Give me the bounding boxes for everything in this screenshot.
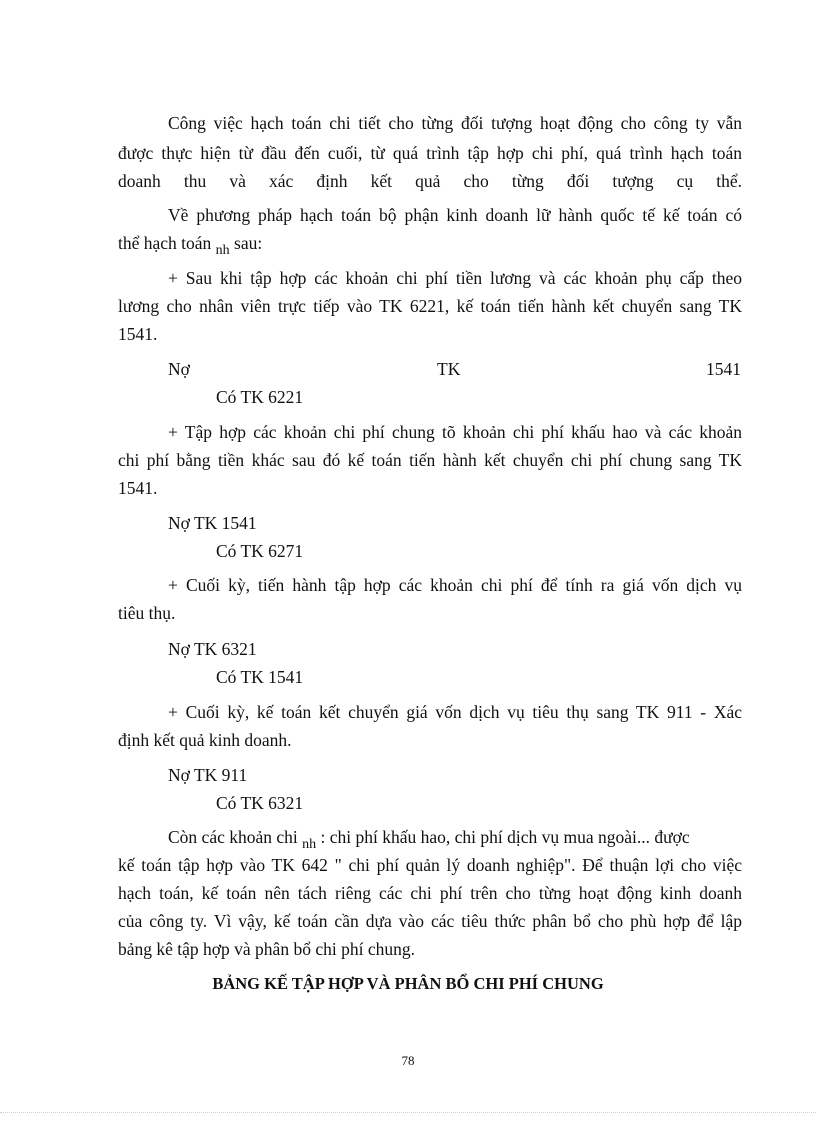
paragraph-4-line-1: + Tập hợp các khoản chi phí chung tõ khoản chi phí khấu hao và các khoản xyxy=(168,422,742,442)
entry-4-debit: Nợ TK 911 xyxy=(168,765,248,785)
paragraph-4-line-2: chi phí bằng tiền khác sau đó kế toán tiến hành kết chuyển chi phí chung sang TK xyxy=(118,450,742,470)
section-heading: BẢNG KẾ TẬP HỢP VÀ PHÂN BỔ CHI PHÍ CHUNG xyxy=(212,974,604,993)
entry-1-credit: Có TK 6221 xyxy=(216,387,304,407)
paragraph-6-line-1: + Cuối kỳ, kế toán kết chuyển giá vốn dịch vụ tiêu thụ sang TK 911 - Xác xyxy=(168,702,742,722)
paragraph-7-subscript: nh xyxy=(302,837,317,852)
page-number: 78 xyxy=(401,1053,415,1068)
paragraph-3-line-1: + Sau khi tập hợp các khoản chi phí tiền lương và các khoản phụ cấp theo xyxy=(168,268,742,288)
paragraph-2-subscript: nh xyxy=(215,243,230,258)
entry-4-credit: Có TK 6321 xyxy=(216,793,304,813)
paragraph-2-line-1: Về phương pháp hạch toán bộ phận kinh doanh lữ hành quốc tế kế toán có xyxy=(168,205,742,225)
paragraph-1-line-1: Công việc hạch toán chi tiết cho từng đối tượng hoạt động cho công ty vẫn xyxy=(168,113,742,133)
paragraph-7-line-1 xyxy=(168,826,690,851)
paragraph-7-line-3: hạch toán, kế toán nên tách riêng các chi phí trên cho từng hoạt động kinh doanh xyxy=(118,883,742,903)
paragraph-7-line-2: kế toán tập hợp vào TK 642 " chi phí quản lý doanh nghiệp". Để thuận lợi cho việc xyxy=(118,855,742,875)
paragraph-4-line-3: 1541. xyxy=(118,478,158,498)
paragraph-7-line-5: bảng kê tập hợp và phân bổ chi phí chung. xyxy=(118,939,415,959)
entry-2-credit: Có TK 6271 xyxy=(216,541,304,561)
paragraph-2-text-post: sau: xyxy=(234,233,263,253)
paragraph-5-line-2: tiêu thụ. xyxy=(118,603,176,623)
entry-3-credit: Có TK 1541 xyxy=(216,667,304,687)
paragraph-2-text-pre: thể hạch toán xyxy=(118,233,212,253)
paragraph-5-line-1: + Cuối kỳ, tiến hành tập hợp các khoản chi phí để tính ra giá vốn dịch vụ xyxy=(168,575,742,595)
footer-divider xyxy=(0,1112,816,1113)
paragraph-3-line-3: 1541. xyxy=(118,324,158,344)
entry-3-debit: Nợ TK 6321 xyxy=(168,639,257,659)
paragraph-7-line-4: của công ty. Vì vậy, kế toán cần dựa vào các tiêu thức phân bổ cho phù hợp để lập xyxy=(118,911,742,931)
paragraph-6-line-2: định kết quả kinh doanh. xyxy=(118,730,292,750)
entry-1-debit-no: Nợ xyxy=(168,359,190,379)
paragraph-1-line-3: doanh thu và xác định kết quả cho từng đối tượng cụ thể. xyxy=(118,171,742,191)
paragraph-7-text-post: : chi phí khấu hao, chi phí dịch vụ mua ngoài... được xyxy=(320,827,690,847)
entry-1-debit-num: 1541 xyxy=(706,359,741,379)
paragraph-3-line-2: lương cho nhân viên trực tiếp vào TK 6221, kế toán tiến hành kết chuyển sang TK xyxy=(118,296,742,316)
entry-2-debit: Nợ TK 1541 xyxy=(168,513,257,533)
paragraph-1-line-2: được thực hiện từ đầu đến cuối, từ quá trình tập hợp chi phí, quá trình hạch toán xyxy=(118,143,742,163)
paragraph-2-line-2 xyxy=(118,232,262,257)
entry-1-debit-tk: TK xyxy=(437,359,461,379)
paragraph-7-text-pre: Còn các khoản chi xyxy=(168,827,298,847)
